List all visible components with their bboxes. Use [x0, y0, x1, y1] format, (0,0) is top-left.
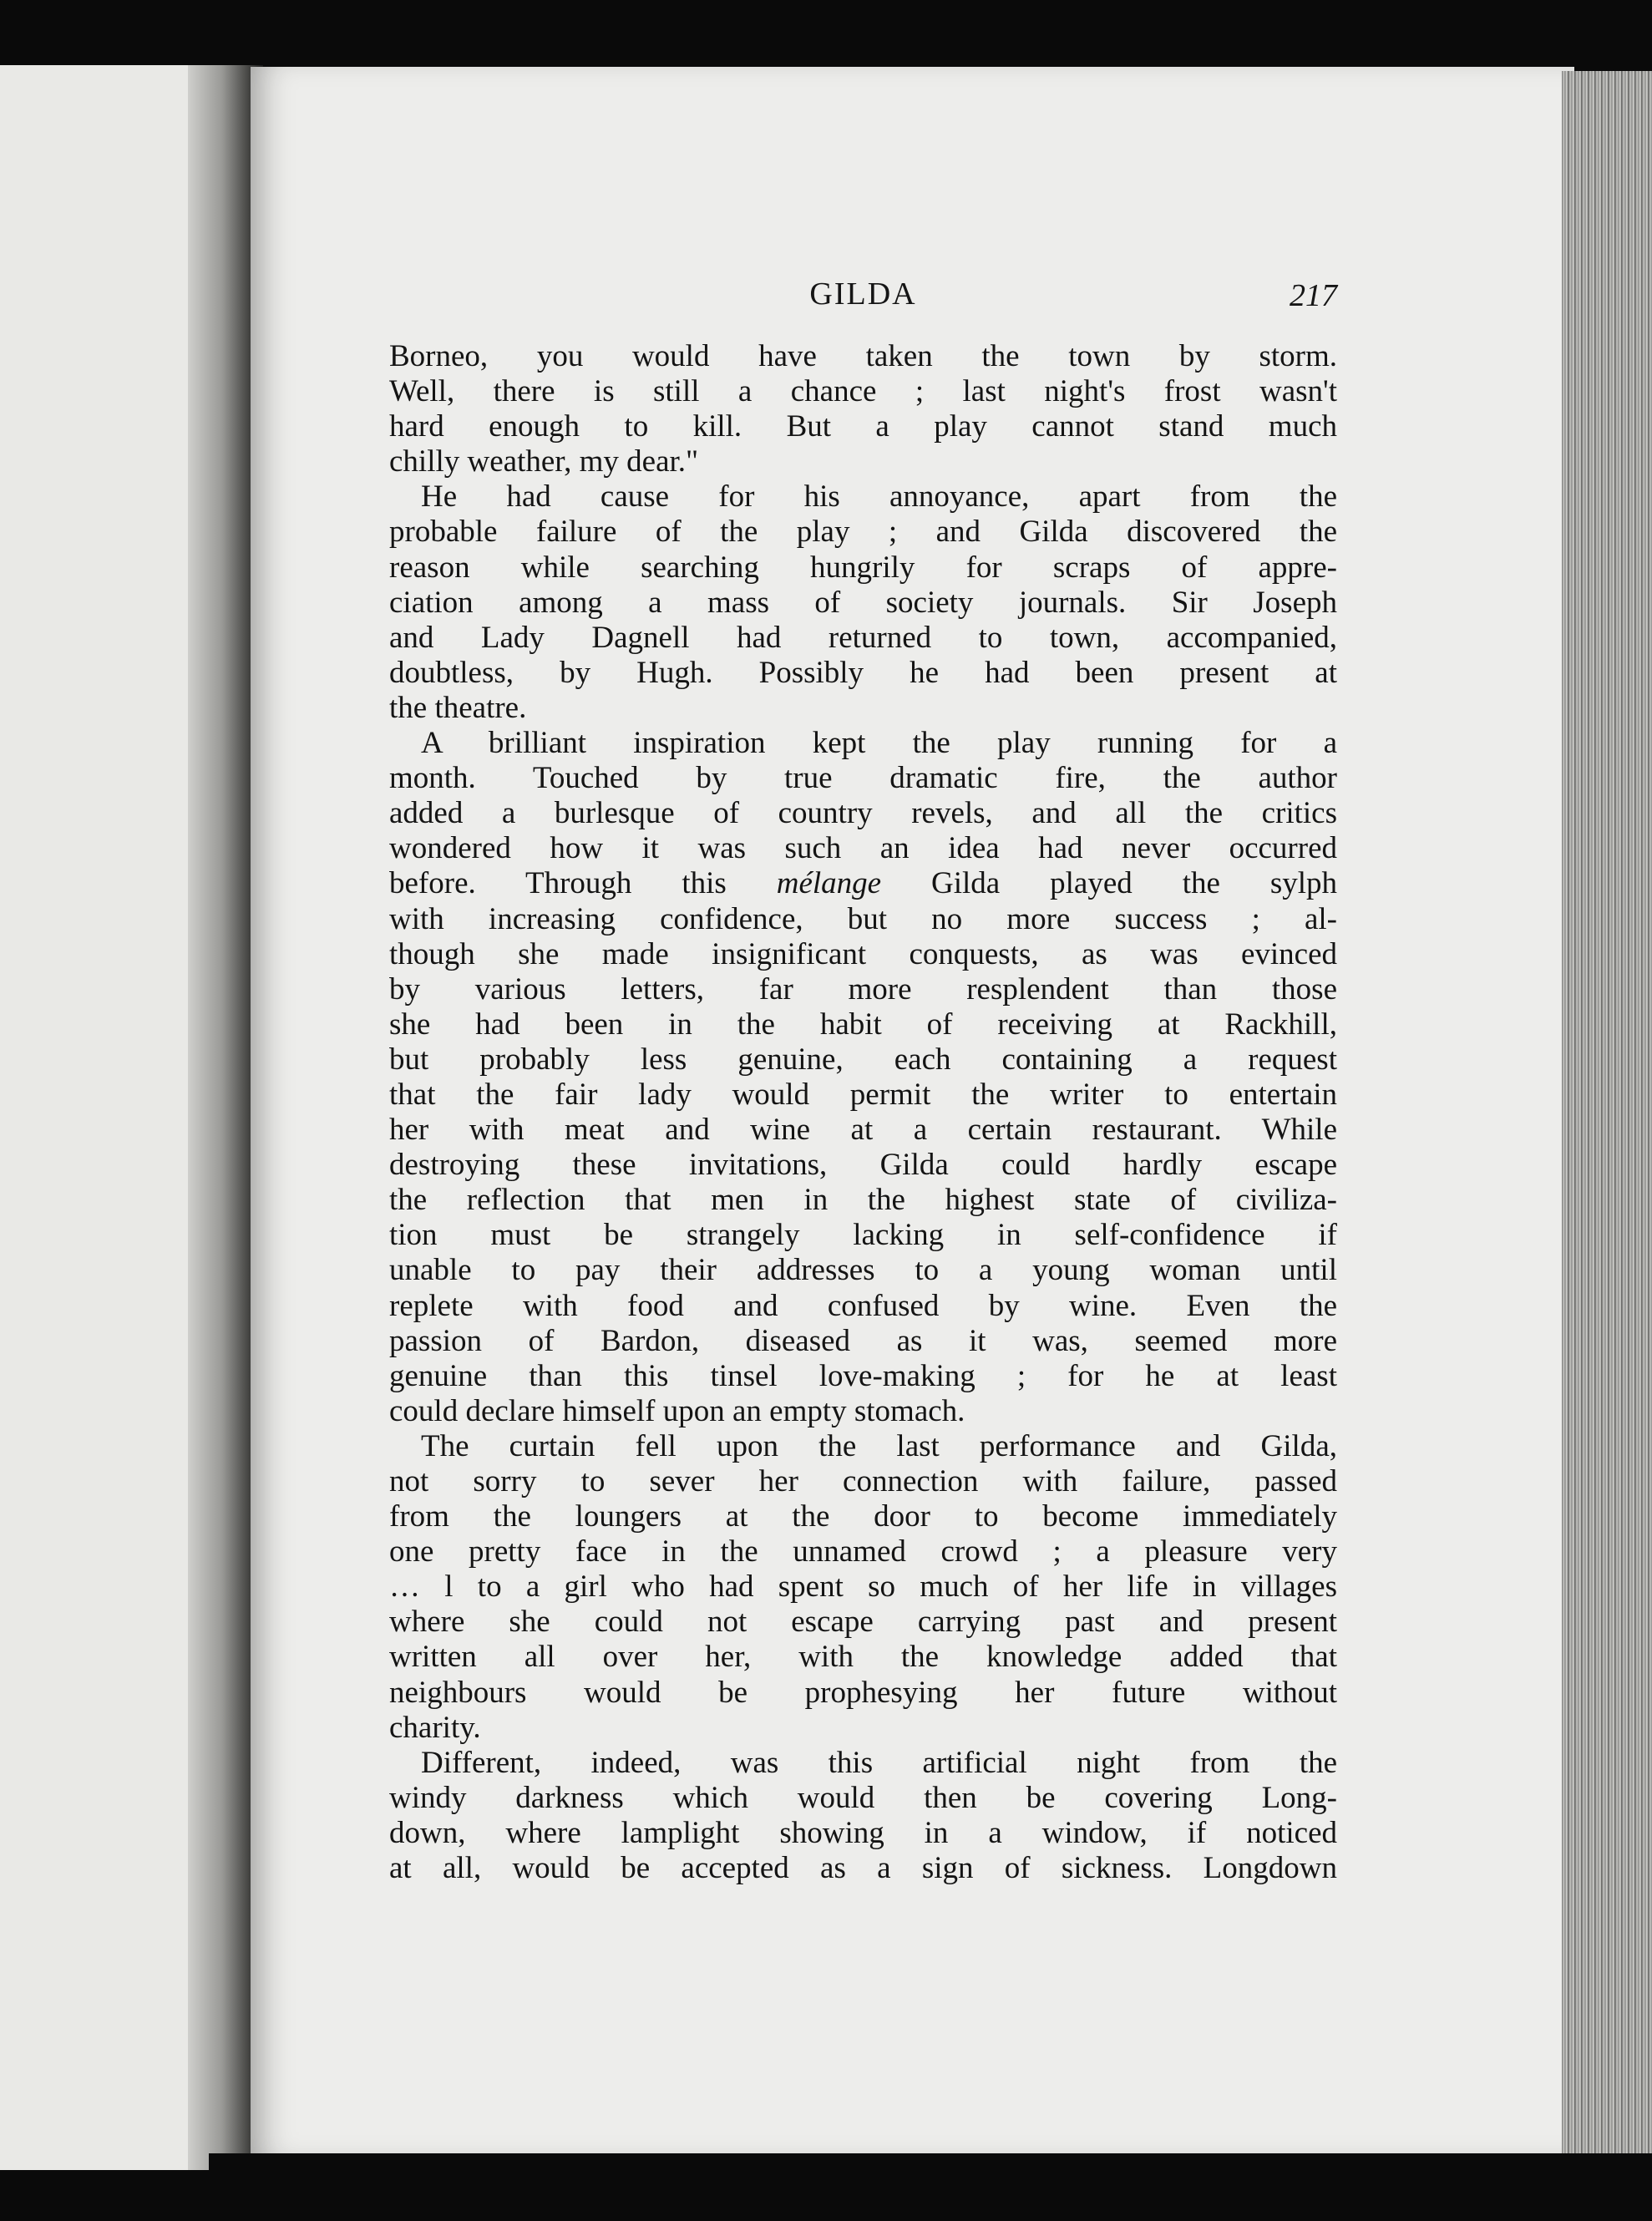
facing-page-left — [0, 65, 209, 2170]
text-line: though she made insignificant conquests, as was evinced — [389, 936, 1337, 971]
text-line: but probably less genuine, each containing a request — [389, 1042, 1337, 1077]
text-line: wondered how it was such an idea had never occurred — [389, 831, 1337, 866]
text-line: destroying these invitations, Gilda could hardly escape — [389, 1148, 1337, 1183]
page-edges — [1562, 71, 1652, 2176]
text-line: tion must be strangely lacking in self-confidence if — [389, 1218, 1337, 1253]
text-line: neighbours would be prophesying her future without — [389, 1675, 1337, 1710]
text-line: The curtain fell upon the last performance and Gilda, — [421, 1428, 1337, 1463]
text-line: not sorry to sever her connection with failure, passed — [389, 1464, 1337, 1498]
text-line: reason while searching hungrily for scraps of appre- — [389, 550, 1337, 585]
text-line: written all over her, with the knowledge added that — [389, 1640, 1337, 1675]
text-line: and Lady Dagnell had returned to town, accompanied, — [389, 620, 1337, 655]
body-text — [389, 339, 1337, 1886]
text-line: down, where lamplight showing in a window, if noticed — [389, 1815, 1337, 1850]
text-line: Different, indeed, was this artificial night from the — [421, 1745, 1337, 1780]
italic-word: mélange — [776, 866, 882, 901]
text-run: before. Through this — [389, 866, 777, 901]
text-line — [389, 866, 1337, 901]
text-line: chilly weather, my dear." — [389, 444, 699, 479]
text-line: genuine than this tinsel love-making ; for he at least — [389, 1358, 1337, 1393]
text-line: at all, would be accepted as a sign of sickness. Longdown — [389, 1851, 1337, 1886]
running-head-title: GILDA — [809, 276, 917, 312]
text-line: Well, there is still a chance ; last night's frost wasn't — [389, 374, 1337, 409]
text-line: could declare himself upon an empty stomach. — [389, 1393, 965, 1428]
scan-bottom-border — [209, 2153, 1652, 2221]
text-line: with increasing confidence, but no more success ; al- — [389, 901, 1337, 936]
text-line: ciation among a mass of society journals. Sir Joseph — [389, 585, 1337, 620]
text-line: one pretty face in the unnamed crowd ; a pleasure very — [389, 1534, 1337, 1569]
text-line: A brilliant inspiration kept the play running for a — [421, 726, 1337, 761]
text-line: month. Touched by true dramatic fire, the author — [389, 761, 1337, 796]
text-line: that the fair lady would permit the writer to entertain — [389, 1077, 1337, 1112]
text-line: charity. — [389, 1710, 481, 1745]
text-line: the reflection that men in the highest state of civiliza- — [389, 1183, 1337, 1218]
text-line: hard enough to kill. But a play cannot stand much — [389, 409, 1337, 444]
text-line: windy darkness which would then be covering Long- — [389, 1780, 1337, 1815]
text-line: the theatre. — [389, 690, 527, 725]
text-line: probable failure of the play ; and Gilda discovered the — [389, 515, 1337, 550]
text-line: Borneo, you would have taken the town by storm. — [389, 339, 1337, 373]
page-number: 217 — [1290, 278, 1337, 313]
text-line: added a burlesque of country revels, and all the critics — [389, 796, 1337, 831]
text-line: from the loungers at the door to become immediately — [389, 1499, 1337, 1534]
text-line: passion of Bardon, diseased as it was, seemed more — [389, 1323, 1337, 1358]
text-run: Gilda played the sylph — [881, 866, 1337, 901]
text-line: she had been in the habit of receiving at Rackhill, — [389, 1007, 1337, 1042]
text-line: by various letters, far more resplendent than those — [389, 971, 1337, 1007]
running-head — [389, 276, 1337, 317]
text-line: He had cause for his annoyance, apart from the — [421, 479, 1337, 515]
text-line: replete with food and confused by wine. Even the — [389, 1288, 1337, 1323]
text-line: doubtless, by Hugh. Possibly he had been present at — [389, 655, 1337, 690]
text-line: her with meat and wine at a certain restaurant. While — [389, 1113, 1337, 1148]
text-line: unable to pay their addresses to a young woman until — [389, 1253, 1337, 1288]
text-line: where she could not escape carrying past and present — [389, 1605, 1337, 1640]
text-line: … l to a girl who had spent so much of her life in villages — [389, 1569, 1337, 1605]
